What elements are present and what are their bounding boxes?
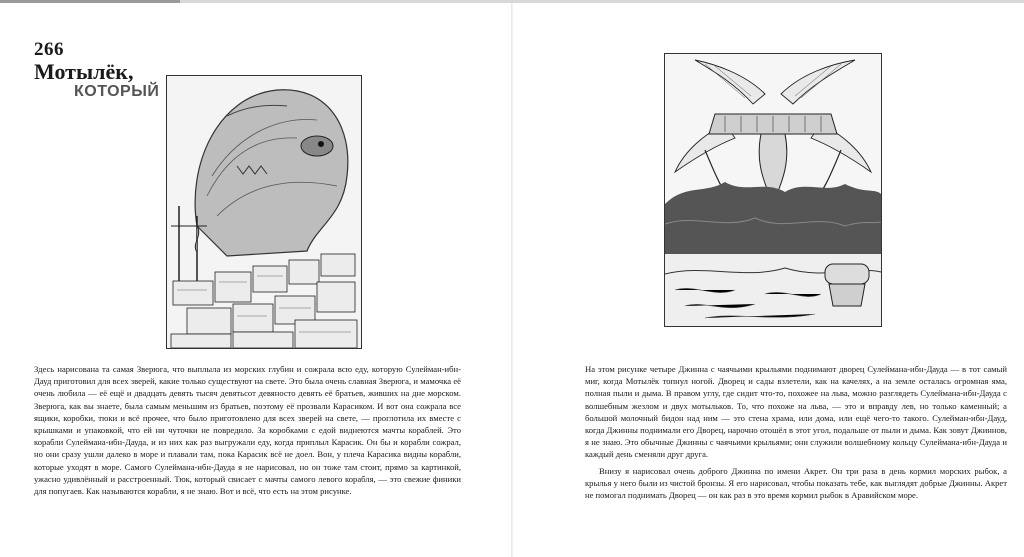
paragraph: На этом рисунке четыре Джинна с чаячьими крыльями поднимают дворец Сулеймана-ибн-Дауда — в тот самый миг, когда Мотылёк топнул ногой. Дворец и сады взлетели, как на качелях, а на земле осталась огромная яма, полная пыли и дыма. В правом углу, где сидит что-то, похожее на льва, можно разглядеть Сулеймана-ибн-Дауда с волшебным жезлом и двух мотыльков. То, что похоже на льва, — это и вправду лев, но только каменный; а большой молочный бидон над ним — это стена храма, или дома, или ещё чего-то такого. Сулейман-ибн-Дауд, когда Джинны поднимали его Дворец, нарочно отошёл в этот угол, подальше от пыли и дыма. Как зовут Джиннов, я не знаю. Это обычные Джинны с чаячьими крыльями; они служили волшебному кольцу Сулеймана-ибн-Дауда и каждый день сменяли друг друга.	[585, 364, 1007, 460]
sea-beast-drawing	[167, 76, 361, 348]
right-page-text	[585, 363, 1007, 501]
illustration-djinns-palace	[664, 53, 882, 327]
right-page	[513, 3, 1024, 557]
illustration-sea-beast	[166, 75, 362, 349]
book-spread	[0, 3, 1024, 557]
djinns-palace-drawing	[665, 54, 881, 326]
paragraph: Здесь нарисована та самая Зверюга, что выплыла из морских глубин и сожрала всю еду, которую Сулейман-ибн-Дауд приготовил для всех зверей, какие только существуют на свете. Это была очень славная Зверюга, и мамочка её очень любила — её ещё и двадцать девять тысяч девятьсот девяносто девять её братьев, живших на дне морском. Зверюга, как вы знаете, была самым меньшим из братьев, поэтому её прозвали Карасиком. И вот она сожрала все ящики, коробки, тюки и всё прочее, что было приготовлено для всех зверей на свете, — проглотила их вместе с крышками и упаковкой, что ей ни чуточки не повредило. За коробками с едой виднеются мачты кораблей. Это корабли Сулеймана-ибн-Дауда, и из них как раз выгружали еду, когда приплыл Карасик. Он бы и корабли сожрал, но они сразу ушли далеко в море и плавали там, пока Карасик всё не доел. Вон, у плеча Карасика видны корабли, которые уходят в море. Самого Сулеймана-ибн-Дауда я не нарисовал, но он тоже там стоит, прямо за картинкой, ужасно удивлённый и расстроенный. Тюк, который свисает с мачты самого левого корабля, — это свежие финики для попугаев. Как называются корабли, я не знаю. Вот и всё, что есть на этом рисунке.	[34, 364, 461, 497]
left-page	[0, 3, 511, 557]
left-page-text	[34, 363, 461, 497]
page-number: 266	[34, 39, 64, 60]
chapter-title-line1: Мотылёк,	[34, 59, 134, 84]
chapter-title-line2: КОТОРЫЙ	[74, 83, 160, 100]
paragraph: Внизу я нарисовал очень доброго Джинна по имени Акрет. Он три раза в день кормил морских рыбок, а крылья у него были из чистой бронзы. Я его нарисовал, чтобы показать тебе, как выглядят добрые Джинны. Акрет не помогал поднимать Дворец — он как раз в это время кормил рыбок в Аравийском море.	[585, 465, 1007, 501]
